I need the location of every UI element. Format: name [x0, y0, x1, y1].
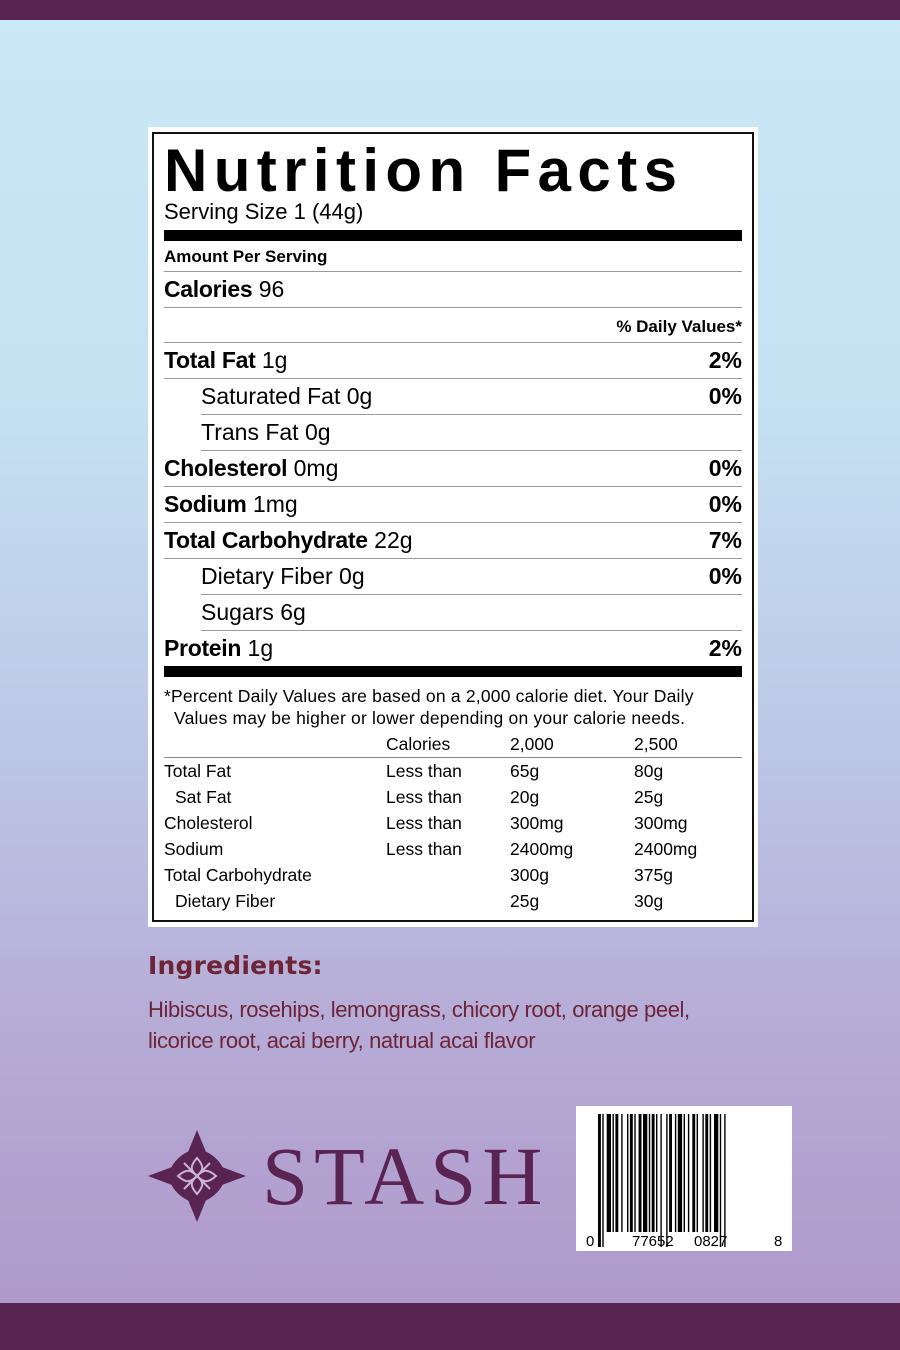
nutrient-row-total-fat: Total Fat 1g 2% [164, 343, 742, 379]
nutrient-row-saturated-fat: Saturated Fat 0g 0% [201, 379, 742, 415]
barcode-bar [702, 1114, 703, 1232]
barcode-bar [675, 1114, 676, 1232]
table-row: Total Carbohydrate 300g 375g [164, 865, 673, 885]
calories-row [164, 272, 742, 308]
barcode-bar [669, 1114, 672, 1232]
table-row: Sat Fat Less than 20g 25g [175, 787, 664, 807]
barcode-bar [660, 1114, 661, 1247]
daily-values-header: % Daily Values* [616, 317, 742, 336]
nutrient-row-dietary-fiber: Dietary Fiber 0g 0% [201, 559, 742, 595]
dv-table-header: Calories 2,000 2,500 [164, 731, 742, 758]
barcode-bar [613, 1114, 614, 1232]
daily-values-table [164, 731, 742, 914]
calories-value: 96 [258, 276, 285, 302]
daily-values-footnote: *Percent Daily Values are based on a 2,000 calorie diet. Your Daily Values may be higher or lower depending on your calorie needs. [164, 686, 694, 728]
barcode-bar [692, 1114, 695, 1232]
barcode-bar [656, 1114, 657, 1232]
barcode-bars [576, 1106, 792, 1251]
calories-label: Calories [164, 276, 253, 302]
barcode-bar [643, 1114, 647, 1232]
brand-wordmark: STASH [262, 1130, 549, 1222]
nutrient-row-trans-fat: Trans Fat 0g [201, 415, 742, 451]
barcode-bar [634, 1114, 635, 1232]
table-row: Dietary Fiber 25g 30g [175, 891, 664, 911]
daily-values-header-row [164, 308, 742, 343]
nutrient-row-sodium: Sodium 1mg 0% [164, 487, 742, 523]
barcode-bar [627, 1114, 628, 1232]
barcode-digit-last: 8 [774, 1233, 783, 1250]
barcode-bar [684, 1114, 685, 1232]
barcode-group-1: 77652 [632, 1233, 674, 1250]
serving-size: Serving Size 1 (44g) [164, 199, 364, 224]
barcode-bar [652, 1114, 655, 1232]
barcode-bar [615, 1114, 618, 1232]
nutrient-row-cholesterol: Cholesterol 0mg 0% [164, 451, 742, 487]
barcode [576, 1106, 792, 1251]
table-row: Cholesterol Less than 300mg 300mg [164, 813, 688, 833]
barcode-digit-first: 0 [586, 1233, 595, 1250]
nutrition-facts-border [152, 132, 754, 922]
barcode-bar [678, 1114, 682, 1232]
nutrient-row-protein: Protein 1g 2% [164, 635, 742, 661]
barcode-bar [720, 1114, 721, 1247]
ingredients-text: Hibiscus, rosehips, lemongrass, chicory root, orange peel, licorice root, acai berry, natrual acai flavor [148, 997, 690, 1053]
barcode-bar [630, 1114, 633, 1232]
thick-divider [164, 230, 742, 241]
table-row: Sodium Less than 2400mg 2400mg [164, 839, 698, 859]
top-band [0, 0, 900, 20]
barcode-bar [724, 1114, 725, 1247]
barcode-bar [710, 1114, 711, 1232]
barcode-bar [649, 1114, 650, 1232]
barcode-bar [697, 1114, 698, 1232]
bottom-band [0, 1303, 900, 1350]
thick-divider-bottom [164, 666, 742, 677]
stash-flower-logo-icon [148, 1130, 246, 1222]
barcode-bar [688, 1114, 689, 1232]
barcode-bar [598, 1114, 601, 1247]
barcode-bar [639, 1114, 642, 1232]
nutrient-row-total-carbohydrate: Total Carbohydrate 22g 7% [164, 523, 742, 559]
barcode-bar [705, 1114, 708, 1232]
nutrition-facts-panel [148, 127, 758, 927]
barcode-bar [714, 1114, 718, 1232]
barcode-bar [607, 1114, 611, 1232]
barcode-bar [621, 1114, 622, 1232]
ingredients-title: Ingredients: [148, 951, 323, 980]
barcode-group-2: 0827 [694, 1233, 728, 1250]
barcode-bar [666, 1114, 667, 1247]
amount-per-serving: Amount Per Serving [164, 241, 742, 272]
nutrient-row-sugars: Sugars 6g [201, 595, 742, 631]
barcode-bar [602, 1114, 603, 1247]
nutrition-facts-title: Nutrition Facts [164, 137, 684, 204]
table-row: Total Fat Less than 65g 80g [164, 761, 664, 781]
